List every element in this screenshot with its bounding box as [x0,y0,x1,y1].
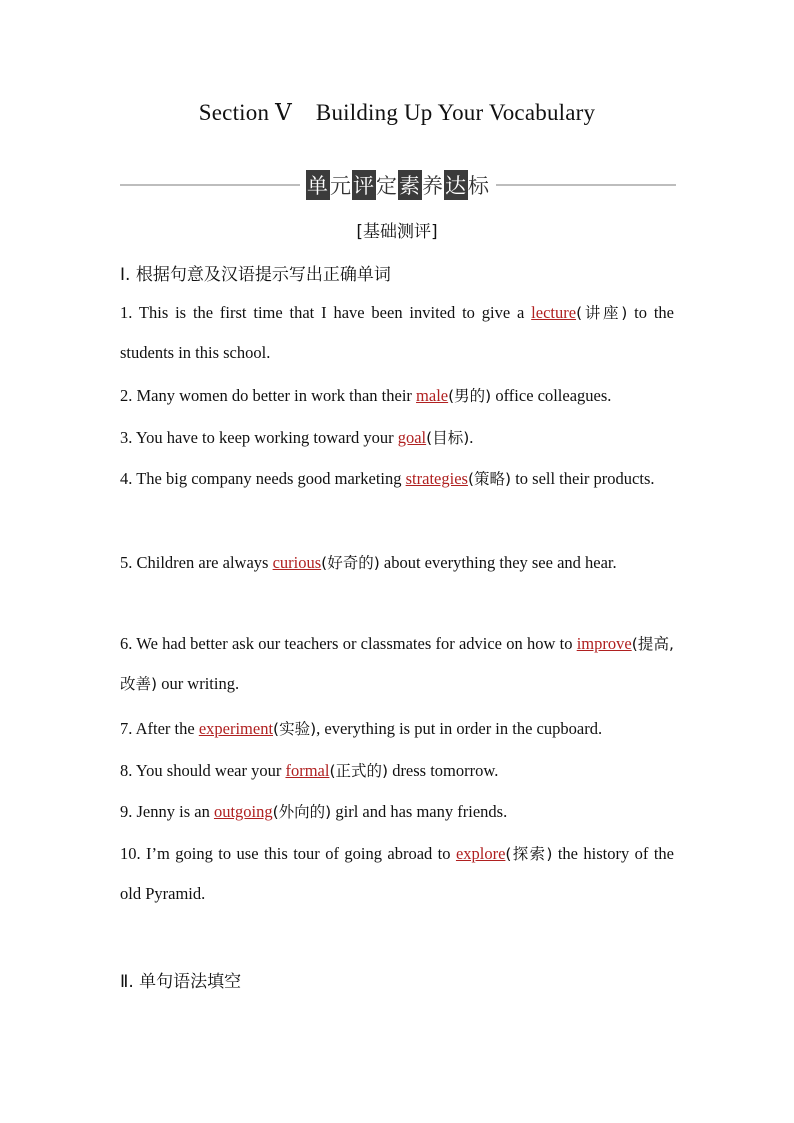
exercise-item [120,543,674,583]
item-text: office colleagues. [491,386,612,405]
chinese-hint: (提高,改善) [120,635,674,693]
subheading: [基础测评] [356,222,438,242]
exercise-item [120,376,674,416]
exercise-item [120,293,674,373]
item-text: girl and has many friends. [331,802,508,821]
chinese-hint: (策略) [467,470,512,488]
banner-rule-left [120,184,300,186]
exercise-item [120,792,674,832]
item-text: 4. The big company needs good marketing [120,469,406,488]
section-heading-1: Ⅰ. 根据句意及汉语提示写出正确单词 [120,265,391,285]
item-text: , everything is put in order in the cupboard. [316,719,603,738]
chinese-hint: (实验) [273,720,317,738]
answer-word: outgoing [213,802,273,821]
section-heading-2: Ⅱ. 单句语法填空 [120,972,242,992]
item-text: about everything they see and hear. [379,553,617,572]
item-text: 8. You should wear your [120,761,286,780]
banner-text [307,170,490,200]
answer-word: formal [285,761,330,780]
section-name: Building Up Your Vocabulary [315,100,596,125]
chinese-hint: (正式的) [329,762,389,780]
answer-word: explore [455,844,506,863]
banner-char: 定 [376,174,398,198]
chinese-hint: (目标) [426,429,470,447]
item-text: 5. Children are always [120,553,273,572]
exercise-item [120,418,674,458]
unit-banner [120,170,676,200]
item-text: 1. This is the first time that I have been invited to give a [120,303,532,322]
exercise-item [120,624,674,704]
answer-word: lecture [531,303,577,322]
item-text: the history of the old Pyramid. [120,844,674,903]
banner-char: 标 [468,174,490,198]
chinese-hint: (探索) [505,845,553,863]
banner-char: 单 [306,170,330,200]
chinese-hint: (讲座) [576,304,628,322]
answer-word: experiment [198,719,274,738]
exercise-item [120,459,674,499]
banner-rule-right [496,184,676,186]
item-text: 10. I’m going to use this tour of going abroad to [120,844,456,863]
answer-word: strategies [405,469,468,488]
answer-word: male [416,386,449,405]
item-text: dress tomorrow. [388,761,499,780]
item-text: 9. Jenny is an [120,802,214,821]
item-text: to sell their products. [511,469,655,488]
page-title [0,100,794,126]
section-number: Section Ⅴ [198,100,292,125]
exercise-item [120,751,674,791]
chinese-hint: (外向的) [272,803,332,821]
item-text: . [469,428,474,447]
banner-char: 养 [422,174,444,198]
banner-char: 素 [398,170,422,200]
item-text: 3. You have to keep working toward your [120,428,398,447]
answer-word: curious [272,553,322,572]
chinese-hint: (好奇的) [321,554,380,572]
item-text: to the students in this school. [120,303,674,362]
answer-word: goal [397,428,427,447]
item-text: 7. After the [120,719,199,738]
banner-char: 达 [444,170,468,200]
item-text: 2. Many women do better in work than their [120,386,417,405]
chinese-hint: (男的) [448,387,492,405]
exercise-item [120,834,674,914]
item-text: 6. We had better ask our teachers or classmates for advice on how to [120,634,577,653]
banner-char: 评 [352,170,376,200]
exercise-item [120,709,674,749]
banner-char: 元 [330,174,352,198]
answer-word: improve [576,634,632,653]
item-text: our writing. [157,674,240,693]
